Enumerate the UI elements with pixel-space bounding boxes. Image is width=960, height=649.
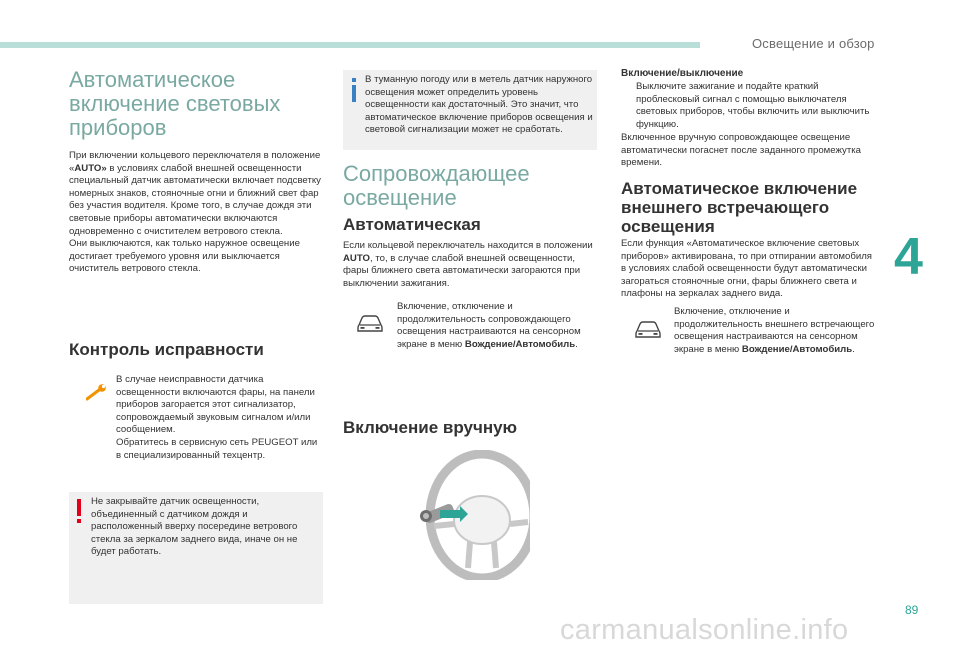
warning-text: Не закрывайте датчик освещенности, объединенный с датчиком дождя и расположенный вверху посередине ветрового стекла за зеркалом заднего вида, иначе он не будет работать. bbox=[91, 496, 298, 558]
vehicle-settings-icon bbox=[634, 318, 662, 340]
fault-check-paragraph-2: Обратитесь в сервисную сеть PEUGEOT или в специализированный техцентр. bbox=[116, 436, 318, 461]
follow-me-screen-paragraph: Включение, отключение и продолжительность сопровождающего освещения настраиваются на сенсорном экране в меню Вождение/Автомобиль. bbox=[397, 301, 581, 350]
fault-check-paragraph-1: В случае неисправности датчика освещенности включаются фары, на панели приборов загорается этот сигнализатор, сопровождаемый звуковым сигналом и/или сообщением. bbox=[116, 374, 315, 436]
auto-lighting-paragraph-2: Они выключаются, как только наружное освещение достигает требуемого уровня или выключается очиститель ветрового стекла. bbox=[69, 238, 300, 275]
on-off-title: Включение/выключение bbox=[621, 68, 744, 79]
welcome-lighting-title: Автоматическое включение внешнего встречающего освещения bbox=[621, 179, 858, 236]
warning-box bbox=[69, 492, 323, 604]
info-icon bbox=[349, 77, 359, 103]
info-text: В туманную погоду или в метель датчик наружного освещения может определить уровень освещенности как достаточный. Это значит, что автоматическое включение приборов освещения и световой сигнализации может не сработать. bbox=[365, 74, 593, 136]
automatic-subtitle: Автоматическая bbox=[343, 215, 481, 234]
watermark: carmanualsonline.info bbox=[560, 614, 849, 646]
page-number: 89 bbox=[905, 603, 919, 617]
steering-wheel-illustration bbox=[410, 450, 530, 580]
welcome-lighting-screen-paragraph: Включение, отключение и продолжительность внешнего встречающего освещения настраиваются на сенсорном экране в меню Вождение/Автомобиль. bbox=[674, 306, 875, 355]
manual-activation-title: Включение вручную bbox=[343, 418, 518, 437]
auto-lighting-title: Автоматическое включение световых приборов bbox=[69, 67, 281, 140]
on-off-paragraph: Включенное вручную сопровождающее освещение автоматически погаснет после заданного промежутка времени. bbox=[621, 132, 861, 169]
chapter-number: 4 bbox=[894, 228, 923, 286]
auto-lighting-paragraph-1: При включении кольцевого переключателя в положение «AUTO» в условиях слабой внешней освещенности специальный датчик автоматически включает подсветку номерных знаков, стояночные огни и ближний свет фар без участия водителя. Кроме того, в случае дождя эти световые приборы автоматически включаются одновременно с очистителем ветрового стекла. bbox=[69, 150, 321, 237]
on-off-bullet-text: Выключите зажигание и подайте краткий проблесковый сигнал с помощью выключателя световых приборов, чтобы включить или выключить функцию. bbox=[636, 81, 870, 130]
exclamation-icon bbox=[74, 498, 84, 524]
header-bar bbox=[0, 42, 700, 48]
fault-check-title: Контроль исправности bbox=[69, 340, 264, 359]
column-1 bbox=[69, 68, 323, 276]
info-box bbox=[343, 70, 597, 150]
welcome-lighting-paragraph: Если функция «Автоматическое включение световых приборов» активирована, то при отпирании автомобиля в условиях слабой освещенности будут автоматически загораться стояночные огни, фары ближнего света и плафоны на зеркалах заднего вида. bbox=[621, 238, 872, 300]
section-title: Освещение и обзор bbox=[752, 36, 875, 51]
vehicle-settings-icon bbox=[356, 312, 384, 334]
service-wrench-icon bbox=[86, 384, 108, 402]
fault-check-block bbox=[116, 374, 324, 462]
follow-me-auto-paragraph: Если кольцевой переключатель находится в положении AUTO, то, в случае слабой внешней освещенности, фары ближнего света автоматически загораются при выключении зажигания. bbox=[343, 240, 593, 289]
follow-me-title: Сопровождающее освещение bbox=[343, 161, 530, 210]
